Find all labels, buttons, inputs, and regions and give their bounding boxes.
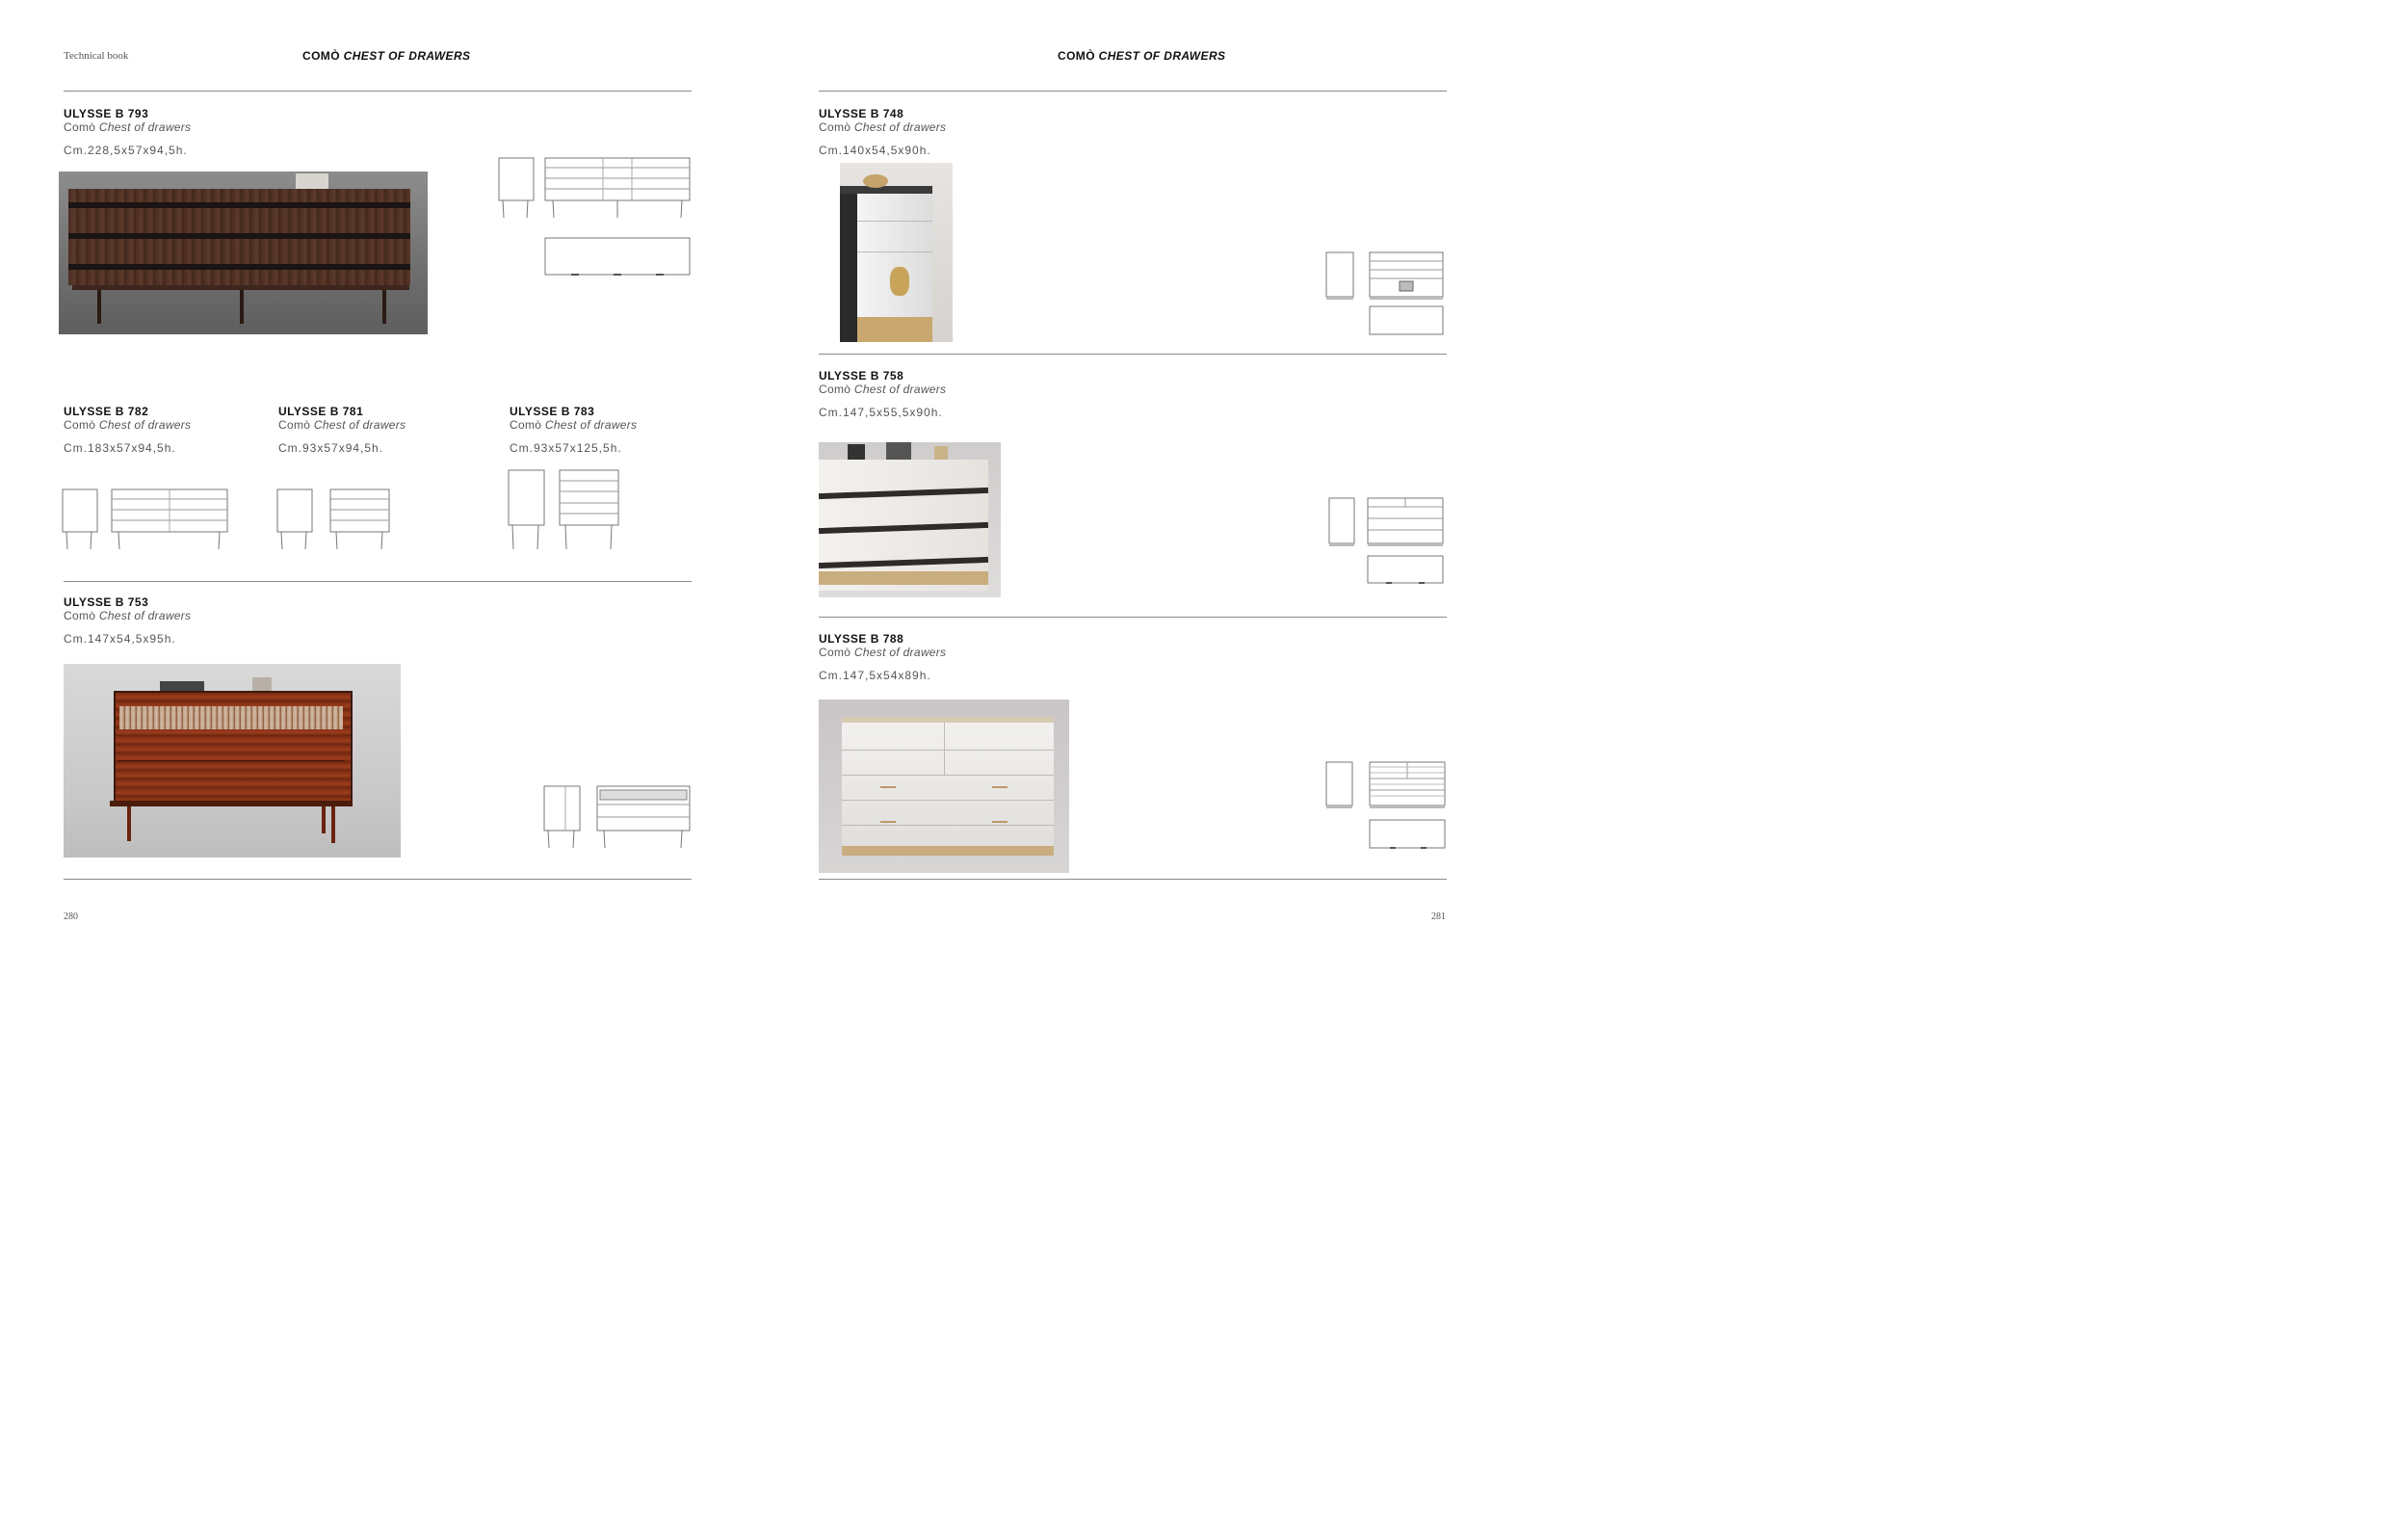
- side-drawing-b793: [498, 157, 537, 221]
- product-name: ULYSSE B 748: [819, 107, 904, 120]
- side-drawing-b782: [62, 488, 100, 552]
- product-subtitle: Comò Chest of drawers: [819, 646, 947, 659]
- page-number-right: 281: [1431, 911, 1446, 922]
- left-page-title: COMÒ CHEST OF DRAWERS: [302, 49, 471, 63]
- product-photo-b793: [59, 172, 428, 334]
- product-photo-b788: [819, 700, 1069, 873]
- top-drawing-b788: [1369, 819, 1448, 852]
- product-dimensions: Cm.228,5x57x94,5h.: [64, 144, 188, 157]
- right-page-title: COMÒ CHEST OF DRAWERS: [1058, 49, 1226, 63]
- product-dimensions: Cm.93x57x94,5h.: [278, 441, 384, 455]
- page-number-left: 280: [64, 911, 78, 922]
- product-b782-block: [64, 405, 191, 455]
- product-name: ULYSSE B 788: [819, 632, 904, 646]
- product-b793-block: [64, 107, 191, 157]
- front-drawing-b788: [1369, 761, 1448, 809]
- front-drawing-b748: [1369, 251, 1446, 302]
- side-drawing-b753: [543, 785, 584, 851]
- product-photo-b758: [819, 442, 1001, 597]
- divider: [819, 91, 1447, 92]
- product-dimensions: Cm.147x54,5x95h.: [64, 632, 176, 646]
- product-name: ULYSSE B 758: [819, 369, 904, 383]
- top-drawing-b748: [1369, 305, 1446, 336]
- product-dimensions: Cm.93x57x125,5h.: [510, 441, 622, 455]
- product-b748-block: [819, 107, 946, 157]
- book-label: Technical book: [64, 50, 129, 62]
- front-drawing-b793: [544, 157, 692, 221]
- product-b788-block: [819, 632, 946, 682]
- product-subtitle: Comò Chest of drawers: [64, 609, 192, 622]
- front-drawing-b753: [596, 785, 692, 851]
- front-drawing-b781: [329, 488, 391, 552]
- top-drawing-b793: [544, 237, 692, 277]
- product-photo-b753: [64, 664, 401, 858]
- product-subtitle: Comò Chest of drawers: [64, 418, 192, 432]
- product-dimensions: Cm.183x57x94,5h.: [64, 441, 176, 455]
- product-b758-block: [819, 369, 946, 419]
- product-subtitle: Comò Chest of drawers: [819, 383, 947, 396]
- product-dimensions: Cm.147,5x54x89h.: [819, 669, 931, 682]
- divider: [819, 354, 1447, 355]
- divider: [64, 91, 692, 92]
- product-dimensions: Cm.140x54,5x90h.: [819, 144, 931, 157]
- product-b781-block: [278, 405, 406, 455]
- front-drawing-b758: [1367, 497, 1446, 547]
- side-drawing-b781: [276, 488, 315, 552]
- product-photo-b748: [840, 163, 953, 342]
- side-drawing-b788: [1325, 761, 1356, 809]
- product-name: ULYSSE B 793: [64, 107, 149, 120]
- product-dimensions: Cm.147,5x55,5x90h.: [819, 406, 943, 419]
- product-name: ULYSSE B 782: [64, 405, 149, 418]
- product-subtitle: Comò Chest of drawers: [64, 120, 192, 134]
- product-name: ULYSSE B 781: [278, 405, 364, 418]
- product-name: ULYSSE B 783: [510, 405, 595, 418]
- divider: [819, 879, 1447, 880]
- side-drawing-b758: [1328, 497, 1357, 547]
- divider: [819, 617, 1447, 618]
- product-b753-block: [64, 595, 191, 646]
- product-name: ULYSSE B 753: [64, 595, 149, 609]
- top-drawing-b758: [1367, 555, 1446, 586]
- product-subtitle: Comò Chest of drawers: [278, 418, 406, 432]
- side-drawing-b748: [1325, 251, 1356, 302]
- side-drawing-b783: [508, 469, 548, 552]
- divider: [64, 879, 692, 880]
- product-b783-block: [510, 405, 637, 455]
- product-subtitle: Comò Chest of drawers: [819, 120, 947, 134]
- divider: [64, 581, 692, 582]
- product-subtitle: Comò Chest of drawers: [510, 418, 638, 432]
- front-drawing-b783: [559, 469, 620, 552]
- front-drawing-b782: [111, 488, 229, 552]
